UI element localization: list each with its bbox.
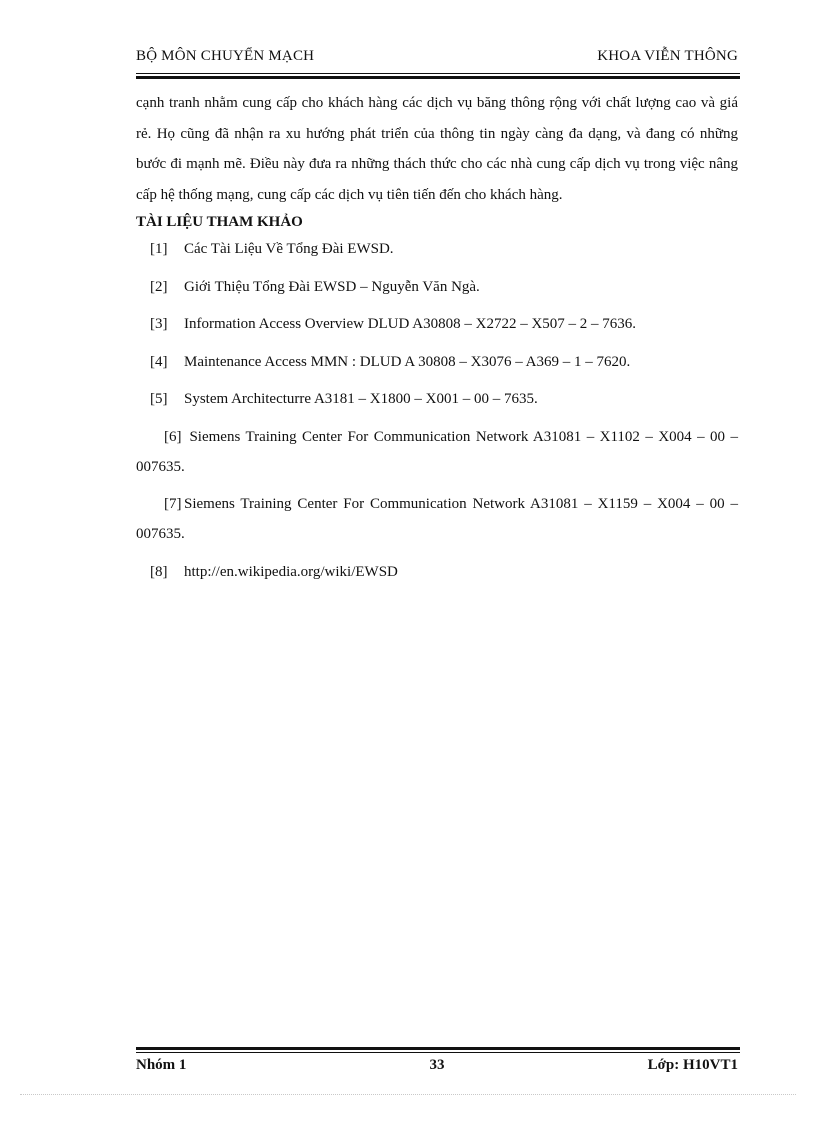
reference-text: Information Access Overview DLUD A30808 – X2722 – X507 – 2 – 7636. — [184, 316, 637, 332]
page-footer — [136, 1057, 738, 1077]
intro-paragraph: cạnh tranh nhằm cung cấp cho khách hàng các dịch vụ băng thông rộng với chất lượng cao và giá rẻ. Họ cũng đã nhận ra xu hướng phát triển của thông tin ngày càng đa dạng, và đang có những bước đi mạnh mẽ. Điều này đưa ra những thách thức cho các nhà cung cấp dịch vụ trong việc nâng cấp hệ thống mạng, cung cấp các dịch vụ tiên tiến đến cho khách hàng. — [136, 95, 738, 203]
reference-number: [2] — [150, 278, 168, 295]
reference-text: System Architecturre A3181 – X1800 – X001 – 00 – 7635. — [184, 391, 538, 407]
header-faculty: KHOA VIỄN THÔNG — [597, 48, 738, 64]
page-header — [136, 48, 738, 70]
reference-item — [136, 347, 738, 377]
reference-text: Maintenance Access MMN : DLUD A 30808 – X3076 – A369 – 1 – 7620. — [184, 353, 631, 370]
page-number: 33 — [429, 1057, 445, 1073]
reference-text: Các Tài Liệu Về Tổng Đài EWSD. — [184, 241, 394, 257]
reference-text: Siemens Training Center For Communication Network A31081 – X1159 – X004 – 00 – 007635. — [136, 496, 738, 542]
page-body — [136, 88, 738, 587]
reference-item — [136, 384, 738, 414]
reference-number: [1] — [150, 241, 168, 257]
footer-group: Nhóm 1 — [136, 1057, 187, 1073]
header-rule-thick — [136, 76, 740, 79]
footer-rule-thick — [136, 1047, 740, 1050]
reference-item — [136, 309, 738, 339]
reference-number: [4] — [150, 353, 168, 370]
reference-number: [7] — [164, 496, 182, 512]
reference-number: [5] — [150, 391, 168, 407]
reference-number: [6] — [164, 428, 182, 445]
reference-item — [136, 422, 738, 482]
reference-item — [136, 234, 738, 264]
reference-item — [136, 272, 738, 302]
references-heading: TÀI LIỆU THAM KHẢO — [136, 214, 303, 230]
reference-text: Giới Thiệu Tổng Đài EWSD – Nguyễn Văn Ngà. — [184, 278, 480, 295]
footer-class: Lớp: H10VT1 — [647, 1057, 738, 1073]
reference-link[interactable]: http://en.wikipedia.org/wiki/EWSD — [184, 563, 398, 580]
footer-rule-thin — [136, 1052, 740, 1053]
page-bottom-divider — [20, 1094, 796, 1095]
reference-number: [8] — [150, 563, 168, 580]
reference-text: Siemens Training Center For Communication Network A31081 – X1102 – X004 – 00 – 007635. — [136, 428, 738, 475]
reference-item — [136, 489, 738, 549]
reference-number: [3] — [150, 316, 168, 332]
reference-item — [136, 557, 738, 587]
header-rule-thin — [136, 73, 740, 74]
header-department: BỘ MÔN CHUYỂN MẠCH — [136, 48, 315, 64]
